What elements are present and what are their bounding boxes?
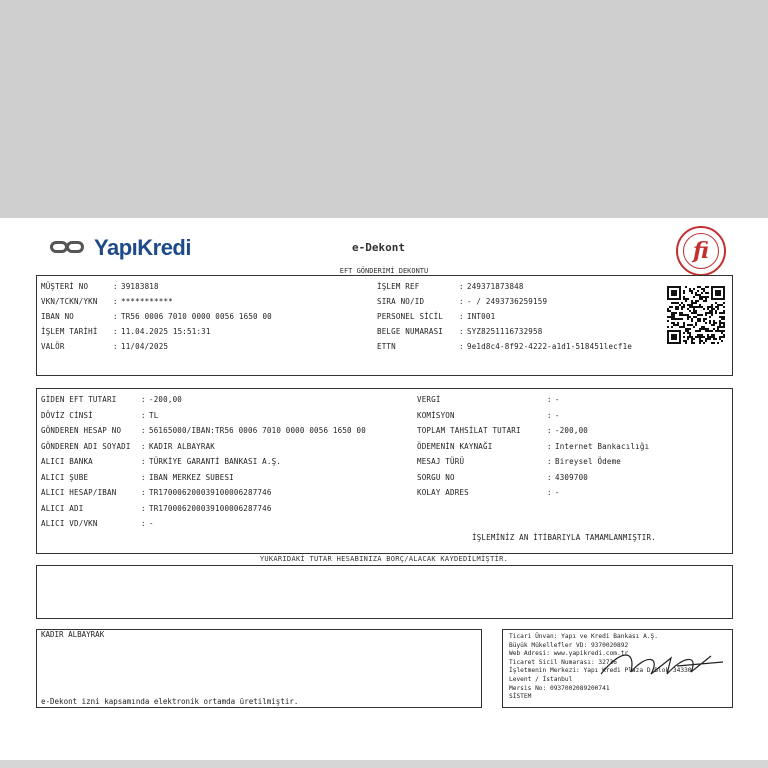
transfer-right-label: KOMİSYON [417,410,455,420]
transfer-right-label: ÖDEMENİN KAYNAĞI [417,441,493,451]
transfer-left-colon: : [141,410,146,420]
transfer-left-colon: : [141,472,146,482]
bank-info-box [502,629,733,708]
details-left-colon: : [113,297,118,306]
details-left-label: İŞLEM TARİHİ [41,327,98,336]
footer-note: e-Dekont izni kapsamında elektronik ortamda üretilmiştir. [41,697,299,706]
receipt-sheet [0,218,768,760]
transfer-right-value: Internet Bankacılığı [555,441,650,451]
transfer-left-colon: : [141,503,146,513]
signature-icon [591,644,731,684]
details-right-label: İŞLEM REF [377,282,420,291]
details-right-colon: : [459,282,464,291]
transfer-left-colon: : [141,426,146,435]
details-right-label: PERSONEL SİCİL [377,312,444,321]
details-left-label: VKN/TCKN/YKN [41,297,98,306]
details-right-value: INT001 [467,312,496,321]
transfer-right-label: VERGİ [417,395,441,404]
details-left-label: IBAN NO [41,312,75,321]
account-details-box [36,275,733,376]
transfer-left-value: TR170006200039100006287746 [149,488,272,497]
transfer-right-value: -200,00 [555,426,589,435]
details-right-label: ETTN [377,342,396,351]
transfer-left-label: GİDEN EFT TUTARI [41,395,117,404]
transfer-left-colon: : [141,395,146,404]
transfer-right-value: - [555,410,560,420]
transfer-left-label: ALICI VD/VKN [41,519,98,528]
bank-info-line: Ticaret Sicil Numarası: 32736 [509,658,618,666]
transfer-left-value: TÜRKİYE GARANTİ BANKASI A.Ş. [149,457,282,466]
transfer-right-colon: : [547,457,552,466]
transfer-right-colon: : [547,410,552,420]
details-left-value: TR56 0006 7010 0000 0056 1650 00 [121,312,272,321]
transfer-left-value: KADIR ALBAYRAK [149,441,216,451]
transfer-left-colon: : [141,488,146,497]
bank-info-line: Mersis No: 0937002089200741 [509,684,610,692]
details-right-colon: : [459,342,464,351]
details-right-value: - / 2493736259159 [467,297,548,306]
transfer-left-colon: : [141,457,146,466]
completion-note: İŞLEMİNİZ AN İTİBARIYLA TAMAMLANMIŞTIR. [472,533,656,542]
details-left-value: 39183818 [121,282,159,291]
bank-info-line: Ticari Ünvan: Yapı ve Kredi Bankası A.Ş. [509,633,659,640]
transfer-right-value: - [555,488,560,497]
blank-box [36,565,733,619]
yapikredi-logo-icon [50,239,90,257]
transfer-left-value: TR170006200039100006287746 [149,503,272,513]
details-right-value: SYZ8251116732958 [467,327,543,336]
transfer-right-colon: : [547,395,552,404]
bank-info-line: SİSTEM [509,693,532,701]
transfer-right-value: Bireysel Ödeme [555,457,622,466]
transfer-left-label: ALICI ADI [41,503,84,513]
details-left-label: VALÖR [41,342,65,351]
logo-text: YapıKredi [94,235,191,260]
transfer-right-colon: : [547,441,552,451]
bank-info-line: Levent / İstanbul [509,676,573,683]
transfer-right-label: SORGU NO [417,472,455,482]
details-right-colon: : [459,297,464,306]
transfer-left-label: DÖVİZ CİNSİ [41,410,93,420]
details-right-label: SIRA NO/ID [377,297,425,306]
transfer-left-label: ALICI ŞUBE [41,472,89,482]
details-left-colon: : [113,312,118,321]
details-left-value: *********** [121,297,173,306]
bank-info-line: Web Adresi: www.yapikredi.com.tr [509,650,629,658]
bank-info-line: Büyük Mükellefler VD: 9370020892 [509,641,629,649]
transfer-left-value: IBAN MERKEZ SUBESI [149,472,234,482]
transfer-right-label: KOLAY ADRES [417,488,469,497]
transfer-right-colon: : [547,488,552,497]
transfer-left-value: TL [149,410,159,420]
bottom-strip [0,760,768,768]
details-left-label: MÜŞTERİ NO [41,282,89,291]
transfer-left-label: ALICI HESAP/IBAN [41,488,117,497]
transfer-left-label: ALICI BANKA [41,457,93,466]
details-left-colon: : [113,342,118,351]
transfer-right-label: TOPLAM TAHSİLAT TUTARI [417,426,521,435]
details-right-label: BELGE NUMARASI [377,327,444,336]
details-right-value: 9e1d8c4-8f92-4222-a1d1-518451lecf1e [467,342,633,351]
transfer-right-value: - [555,395,560,404]
transfer-left-value: 56165000/IBAN:TR56 0006 7010 0000 0056 1650 00 [149,426,366,435]
details-left-value: 11/04/2025 [121,342,169,351]
details-left-colon: : [113,327,118,336]
seal-letter: fi [693,238,709,264]
transfer-left-label: GÖNDEREN ADI SOYADI [41,441,131,451]
transfer-left-label: GÖNDEREN HESAP NO [41,426,122,435]
bank-logo [50,236,191,260]
transfer-details-box [36,388,733,554]
details-right-colon: : [459,312,464,321]
transfer-left-value: - [149,519,154,528]
transfer-left-value: -200,00 [149,395,183,404]
qr-code-icon [667,286,725,344]
transfer-right-value: 4309700 [555,472,589,482]
transfer-left-colon: : [141,441,146,451]
transfer-right-colon: : [547,472,552,482]
transfer-right-colon: : [547,426,552,435]
customer-box [36,629,482,708]
customer-name: KADIR ALBAYRAK [41,630,105,639]
transfer-left-colon: : [141,519,146,528]
details-left-value: 11.04.2025 15:51:31 [121,327,211,336]
details-left-colon: : [113,282,118,291]
details-right-value: 249371873848 [467,282,524,291]
debit-credit-caption: YUKARIDAKİ TUTAR HESABINIZA BORÇ/ALACAK KAYDEDİLMİŞTİR. [259,555,509,563]
details-right-colon: : [459,327,464,336]
transfer-right-label: MESAJ TÜRÜ [417,457,465,466]
bank-info-line: İşletmenin Merkezi: Yapı Kredi Plaza D Blok 34330 [509,667,692,675]
document-subtitle: EFT GÖNDERİMİ DEKONTU [339,267,429,275]
document-title: e-Dekont [352,241,405,254]
